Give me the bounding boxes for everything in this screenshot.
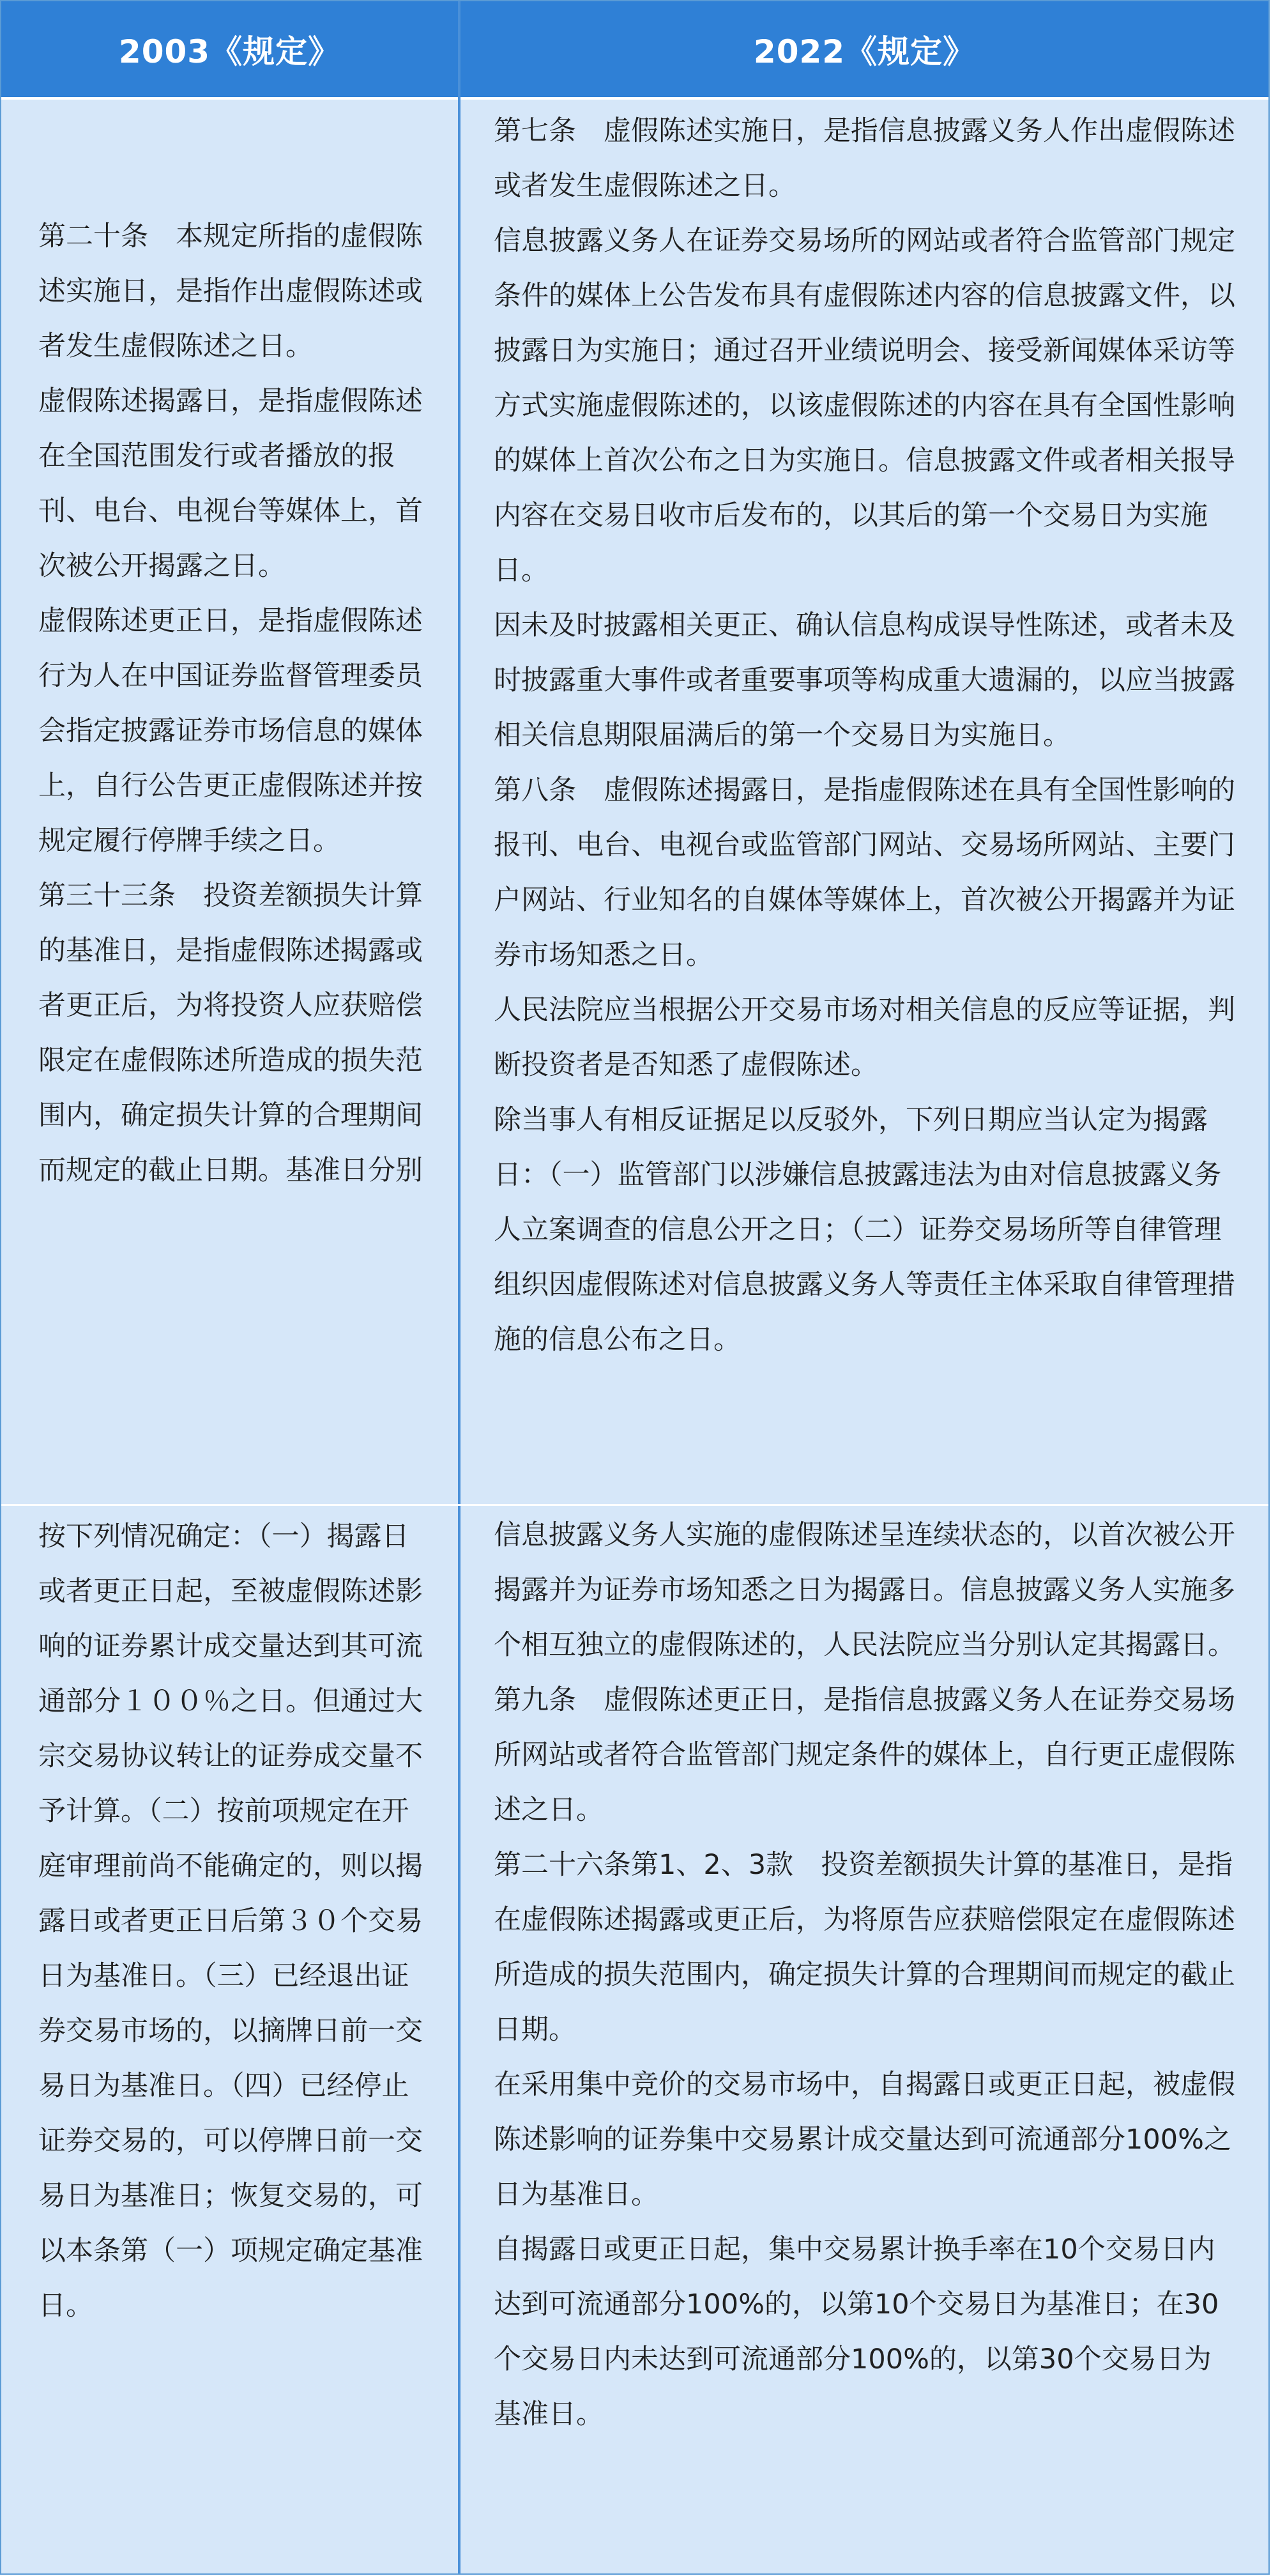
paragraph: 第八条 虚假陈述揭露日，是指虚假陈述在具有全国性影响的报刊、电台、电视台或监管部门网站、交易场所网站、主要门户网站、行业知名的自媒体等媒体上，首次被公开揭露并为证券市场知悉之日。 [494, 774, 1235, 971]
paragraph: 人民法院应当根据公开交易市场对相关信息的反应等证据，判断投资者是否知悉了虚假陈述。 [494, 994, 1235, 1081]
header-2022: 2022《规定》 [753, 33, 976, 70]
cell-2003-top [1, 209, 458, 1198]
paragraph: 第九条 虚假陈述更正日，是指信息披露义务人在证券交易场所网站或者符合监管部门规定条件的媒体上，自行更正虚假陈述之日。 [494, 1684, 1235, 1826]
paragraph: 第二十六条第1、2、3款 投资差额损失计算的基准日，是指在虚假陈述揭露或更正后，为将原告应获赔偿限定在虚假陈述所造成的损失范围内，确定损失计算的合理期间而规定的截止日期。 [494, 1849, 1235, 2046]
paragraph: 按下列情况确定：（一）揭露日或者更正日起，至被虚假陈述影响的证券累计成交量达到其可流通部分１００％之日。但通过大宗交易协议转让的证券成交量不予计算。（二）按前项规定在开庭审理前尚不能确定的，则以揭露日或者更正日后第３０个交易日为基准日。（三）已经退出证券交易市场的，以摘牌日前一交易日为基准日。（四）已经停止证券交易的，可以停牌日前一交易日为基准日；恢复交易的，可以本条第（一）项规定确定基准日。 [38, 1521, 423, 2322]
paragraph: 因未及时披露相关更正、确认信息构成误导性陈述，或者未及时披露重大事件或者重要事项等构成重大遗漏的，以应当披露相关信息期限届满后的第一个交易日为实施日。 [494, 610, 1235, 751]
header-2003: 2003《规定》 [118, 33, 341, 70]
paragraph: 虚假陈述更正日，是指虚假陈述行为人在中国证券监督管理委员会指定披露证券市场信息的媒体上，自行公告更正虚假陈述并按规定履行停牌手续之日。 [38, 605, 423, 857]
paragraph: 除当事人有相反证据足以反驳外，下列日期应当认定为揭露日：（一）监管部门以涉嫌信息披露违法为由对信息披露义务人立案调查的信息公开之日；（二）证券交易场所等自律管理组织因虚假陈述对信息披露义务人等责任主体采取自律管理措施的信息公布之日。 [494, 1104, 1235, 1356]
table-header [1, 1, 1268, 97]
paragraph: 第七条 虚假陈述实施日，是指信息披露义务人作出虚假陈述或者发生虚假陈述之日。 [494, 115, 1235, 202]
paragraph: 信息披露义务人实施的虚假陈述呈连续状态的，以首次被公开揭露并为证券市场知悉之日为揭露日。信息披露义务人实施多个相互独立的虚假陈述的，人民法院应当分别认定其揭露日。 [494, 1519, 1235, 1661]
row-divider [1, 1504, 1268, 1506]
cell-2003-bottom [1, 1509, 458, 2333]
paragraph: 第二十条 本规定所指的虚假陈述实施日，是指作出虚假陈述或者发生虚假陈述之日。 [38, 220, 423, 362]
cell-2022-top [460, 103, 1270, 1367]
paragraph: 第三十三条 投资差额损失计算的基准日，是指虚假陈述揭露或者更正后，为将投资人应获赔偿限定在虚假陈述所造成的损失范围内，确定损失计算的合理期间而规定的截止日期。基准日分别 [38, 880, 423, 1186]
paragraph: 虚假陈述揭露日，是指虚假陈述在全国范围发行或者播放的报刊、电台、电视台等媒体上，首次被公开揭露之日。 [38, 385, 423, 582]
paragraph: 信息披露义务人在证券交易场所的网站或者符合监管部门规定条件的媒体上公告发布具有虚假陈述内容的信息披露文件，以披露日为实施日；通过召开业绩说明会、接受新闻媒体采访等方式实施虚假陈述的，以该虚假陈述的内容在具有全国性影响的媒体上首次公布之日为实施日。信息披露文件或者相关报导内容在交易日收市后发布的，以其后的第一个交易日为实施日。 [494, 225, 1235, 586]
cell-2022-bottom [460, 1508, 1270, 2442]
paragraph: 自揭露日或更正日起，集中交易累计换手率在10个交易日内达到可流通部分100%的，以第10个交易日为基准日；在30个交易日内未达到可流通部分100%的，以第30个交易日为基准日。 [494, 2234, 1219, 2430]
header-divider [1, 97, 1268, 100]
paragraph: 在采用集中竞价的交易市场中，自揭露日或更正日起，被虚假陈述影响的证券集中交易累计成交量达到可流通部分100%之日为基准日。 [494, 2069, 1235, 2211]
